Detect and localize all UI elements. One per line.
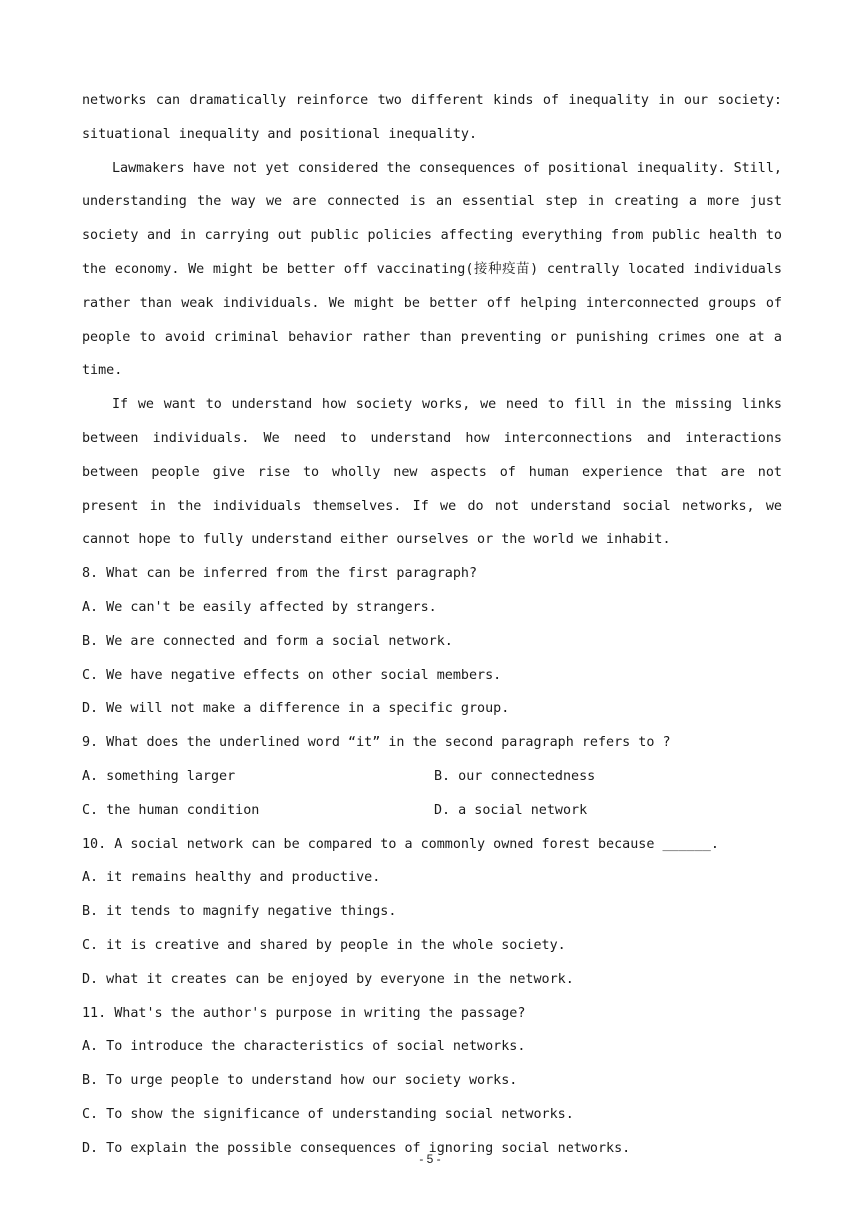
- option-d: D. a social network: [434, 802, 588, 818]
- option-b: B. it tends to magnify negative things.: [82, 904, 397, 920]
- options-row-ab: [82, 760, 782, 794]
- document-page: [82, 84, 782, 1166]
- question-stem: 11. What's the author's purpose in writing the passage?: [82, 1005, 526, 1021]
- passage-paragraph-3: If we want to understand how society works, we need to fill in the missing links between individuals. We need to understand how interconnections and interactions between people give rise to wholly new aspects of human experience that are not present in the individuals themselves. If we do not understand social networks, we cannot hope to fully understand either ourselves or the world we inhabit.: [82, 397, 782, 548]
- option-a: A. We can't be easily affected by strangers.: [82, 599, 437, 615]
- options-row-cd: [82, 794, 782, 828]
- option-a: A. something larger: [82, 768, 236, 784]
- option-c: C. the human condition: [82, 802, 260, 818]
- option-a: A. it remains healthy and productive.: [82, 870, 381, 886]
- option-c: C. We have negative effects on other social members.: [82, 667, 502, 683]
- question-8: [82, 557, 782, 726]
- option-c: C. it is creative and shared by people in the whole society.: [82, 937, 566, 953]
- question-9: [82, 726, 782, 827]
- option-c: C. To show the significance of understanding social networks.: [82, 1106, 574, 1122]
- passage-paragraph-2: Lawmakers have not yet considered the consequences of positional inequality. Still, understanding the way we are connected is an essential step in creating a more just society and in carrying out public policies affecting everything from public health to the economy. We might be better off vaccinating(接种疫苗) centrally located individuals rather than weak individuals. We might be better off helping interconnected groups of people to avoid criminal behavior rather than preventing or punishing crimes one at a time.: [82, 160, 782, 379]
- option-b: B. To urge people to understand how our society works.: [82, 1073, 518, 1089]
- option-d: D. what it creates can be enjoyed by everyone in the network.: [82, 971, 574, 987]
- question-11: [82, 997, 782, 1166]
- option-b: B. our connectedness: [434, 768, 596, 784]
- option-d: D. To explain the possible consequences of ignoring social networks.: [82, 1140, 631, 1156]
- option-b: B. We are connected and form a social network.: [82, 633, 453, 649]
- page-number: - 5 -: [419, 1152, 441, 1166]
- question-stem: 10. A social network can be compared to a commonly owned forest because ______.: [82, 836, 719, 852]
- option-a: A. To introduce the characteristics of social networks.: [82, 1039, 526, 1055]
- question-stem: 8. What can be inferred from the first paragraph?: [82, 566, 478, 582]
- question-10: [82, 828, 782, 997]
- option-d: D. We will not make a difference in a specific group.: [82, 701, 510, 717]
- passage-paragraph-1-continued: networks can dramatically reinforce two different kinds of inequality in our society: situational inequality and positional inequality.: [82, 93, 782, 142]
- question-stem: 9. What does the underlined word “it” in the second paragraph refers to ?: [82, 735, 671, 751]
